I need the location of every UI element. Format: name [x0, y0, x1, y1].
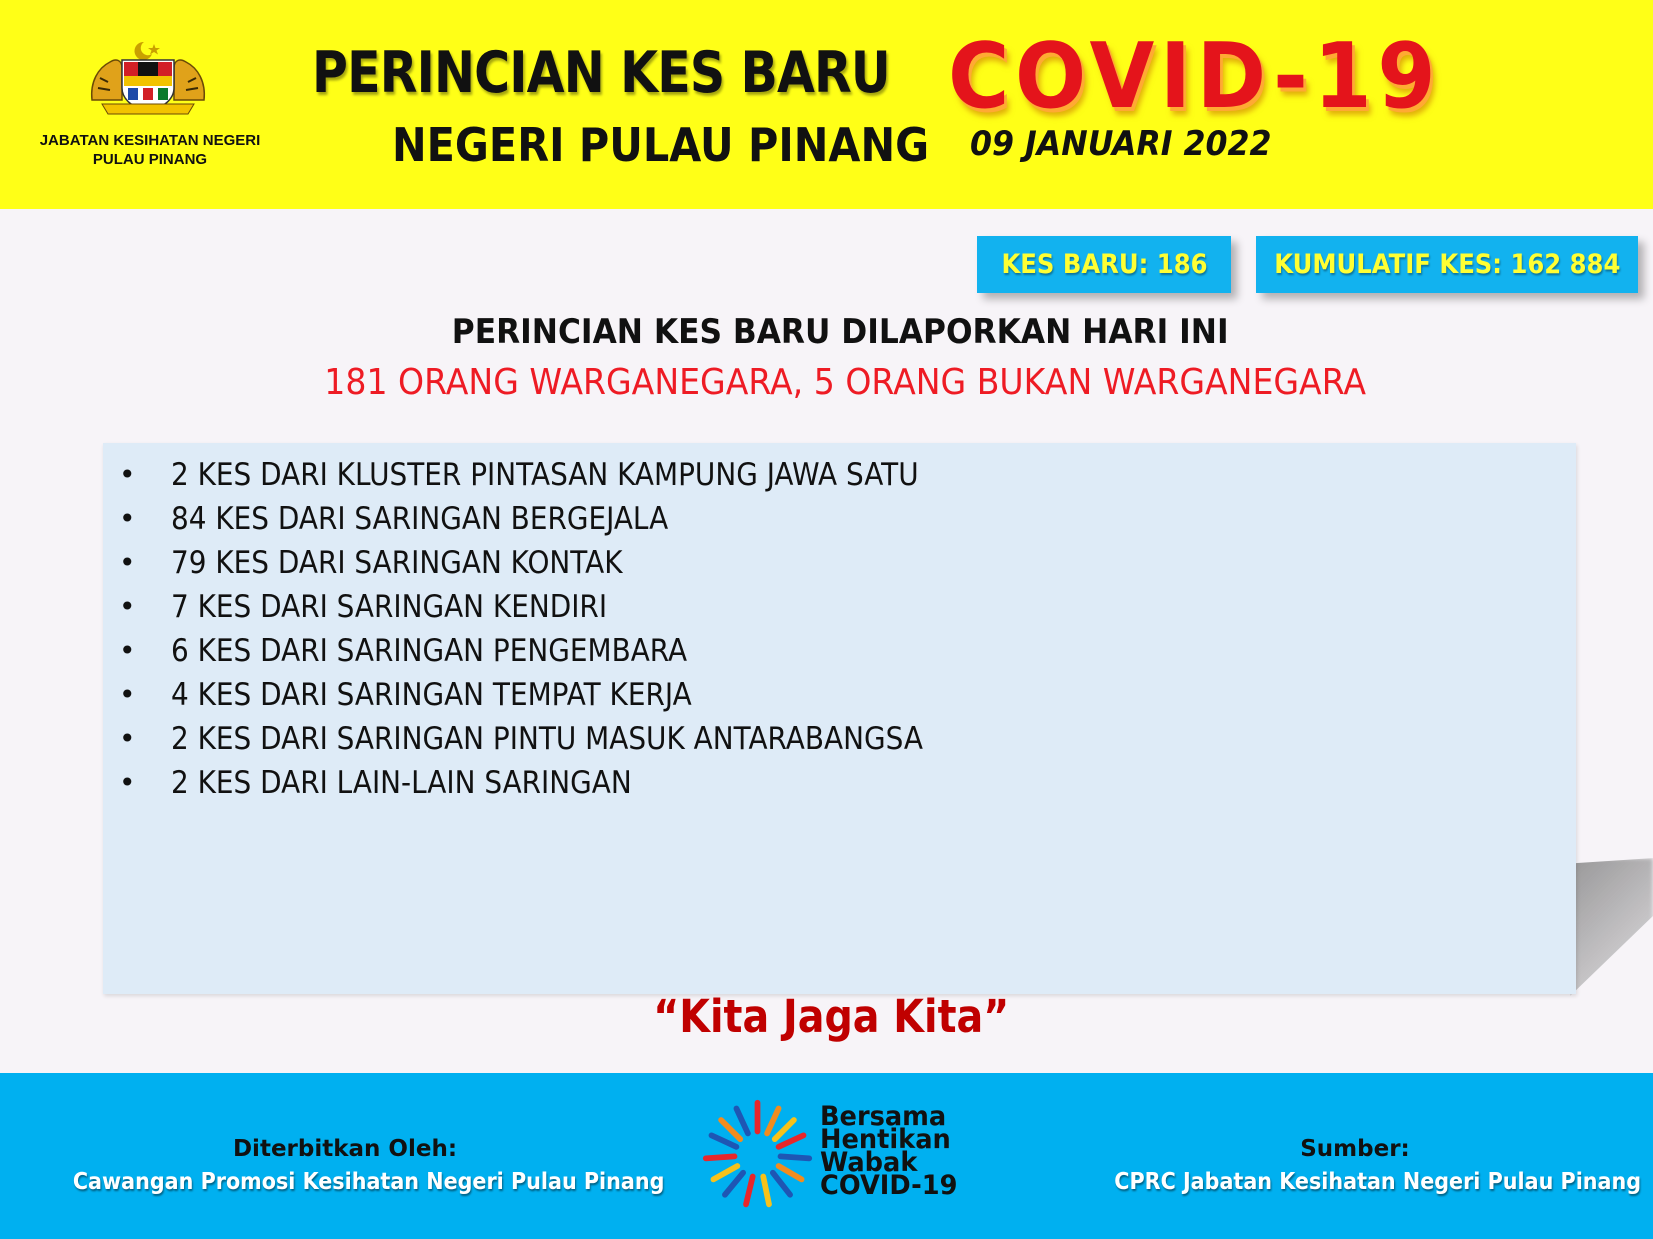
- coat-of-arms-icon: [88, 38, 208, 118]
- slogan: “Kita Jaga Kita”: [653, 990, 1009, 1043]
- bullet-icon: •: [119, 590, 136, 623]
- bullet-icon: •: [119, 634, 136, 667]
- cumulative-cases-badge: KUMULATIF KES: 162 884: [1256, 236, 1638, 293]
- list-item: • 79 KES DARI SARINGAN KONTAK: [103, 541, 1576, 585]
- page-title: PERINCIAN KES BARU: [312, 40, 890, 106]
- publisher-name: Cawangan Promosi Kesihatan Negeri Pulau Pinang: [72, 1169, 665, 1195]
- summary-subtitle: 181 ORANG WARGANEGARA, 5 ORANG BUKAN WARGANEGARA: [324, 362, 1366, 403]
- list-item: • 84 KES DARI SARINGAN BERGEJALA: [103, 497, 1576, 541]
- bullet-icon: •: [119, 722, 136, 755]
- case-breakdown-panel: [103, 443, 1576, 994]
- source-name: CPRC Jabatan Kesihatan Negeri Pulau Pinang: [1114, 1169, 1642, 1195]
- list-item: • 2 KES DARI KLUSTER PINTASAN KAMPUNG JAWA SATU: [103, 453, 1576, 497]
- bullet-icon: •: [119, 546, 136, 579]
- bullet-icon: •: [119, 678, 136, 711]
- publisher-label: Diterbitkan Oleh:: [232, 1136, 458, 1162]
- bullet-icon: •: [119, 766, 136, 799]
- campaign-text: Bersama Hentikan Wabak COVID-19: [820, 1101, 958, 1201]
- source-label: Sumber:: [1300, 1136, 1410, 1162]
- summary-title: PERINCIAN KES BARU DILAPORKAN HARI INI: [451, 312, 1229, 352]
- header-banner: [0, 0, 1653, 209]
- source-block: [1085, 1133, 1642, 1199]
- case-list: [103, 453, 1576, 805]
- burst-circle-icon: [700, 1097, 815, 1212]
- new-cases-badge: KES BARU: 186: [977, 236, 1231, 293]
- covid-title: COVID-19: [948, 24, 1442, 129]
- state-title: NEGERI PULAU PINANG: [392, 118, 930, 172]
- footer-banner: [0, 1073, 1653, 1239]
- department-name: JABATAN KESIHATAN NEGERI PULAU PINANG: [39, 132, 261, 168]
- bullet-icon: •: [119, 502, 136, 535]
- bullet-icon: •: [119, 458, 136, 491]
- list-item: • 6 KES DARI SARINGAN PENGEMBARA: [103, 629, 1576, 673]
- list-item: • 4 KES DARI SARINGAN TEMPAT KERJA: [103, 673, 1576, 717]
- report-date: 09 JANUARI 2022: [970, 124, 1272, 164]
- list-item: • 2 KES DARI LAIN-LAIN SARINGAN: [103, 761, 1576, 805]
- list-item: • 2 KES DARI SARINGAN PINTU MASUK ANTARABANGSA: [103, 717, 1576, 761]
- list-item: • 7 KES DARI SARINGAN KENDIRI: [103, 585, 1576, 629]
- publisher-block: [40, 1133, 665, 1199]
- panel-shadow: [1570, 858, 1653, 996]
